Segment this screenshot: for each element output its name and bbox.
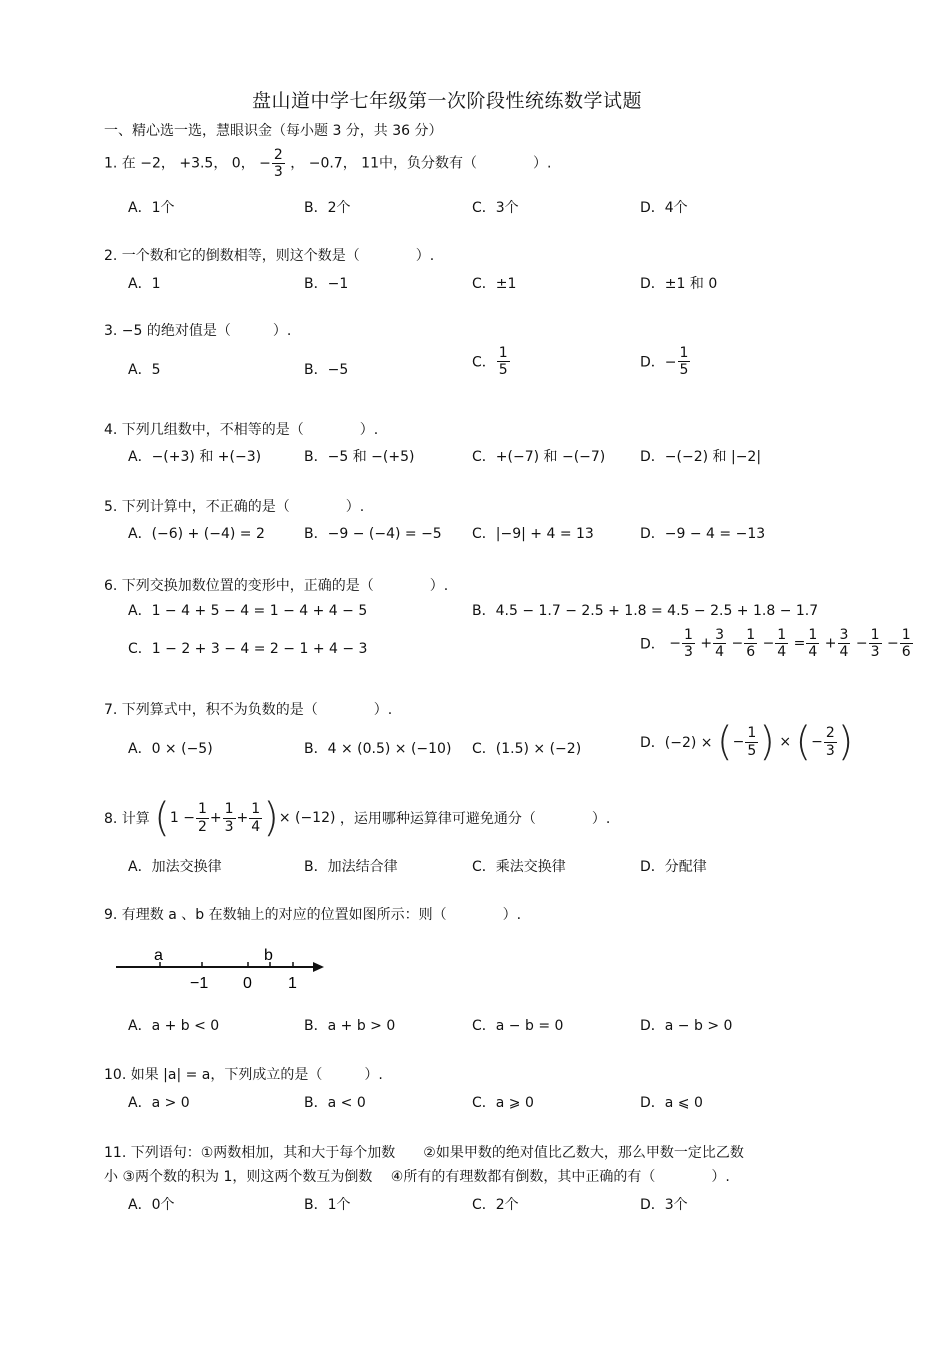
q9-option-b[interactable]: B．a + b > 0 [304, 1018, 396, 1034]
question-2: 2. 一个数和它的倒数相等，则这个数是（ ）. [104, 248, 435, 264]
q3-option-c[interactable]: C． $\frac{1}{5}$ [472, 345, 508, 379]
question-3: 3. −5 的绝对值是（ ）. [104, 323, 292, 339]
q9-option-d[interactable]: D．a − b > 0 [640, 1018, 733, 1034]
tick-label-minus-one: −1 [190, 975, 209, 992]
question-6: 6. 下列交换加数位置的变形中，正确的是（ ）. [104, 578, 449, 594]
q6-option-b[interactable]: B．4.5 − 1.7 − 2.5 + 1.8 = 4.5 − 2.5 + 1.8 − 1.7 [472, 603, 819, 619]
question-4: 4. 下列几组数中，不相等的是（ ）. [104, 422, 379, 438]
q11-option-c[interactable]: C．2个 [472, 1197, 519, 1213]
tick-label-one: 1 [288, 975, 297, 992]
q5-option-d[interactable]: D．−9 − 4 = −13 [640, 526, 766, 542]
q10-option-c[interactable]: C．a ⩾ 0 [472, 1095, 534, 1111]
q1-option-c[interactable]: C．3个 [472, 200, 519, 216]
q8-option-c[interactable]: C．乘法交换律 [472, 859, 566, 875]
q5-option-a[interactable]: A．(−6) + (−4) = 2 [128, 526, 265, 542]
q6-option-d[interactable]: D． − $\frac{1}{3}$ + $\frac{3}{4}$ − $\frac{1}{6}$ − $\frac{1}{4}$ = $\frac{1}{4}$ + $\frac{3}{4}$ − $\frac{1}{3}$ − $\frac{1}{6}$ [640, 627, 911, 661]
q2-option-d[interactable]: D．±1 和 0 [640, 276, 718, 292]
question-7: 7. 下列算式中，积不为负数的是（ ）. [104, 702, 393, 718]
question-1 [104, 147, 551, 180]
q4-option-c[interactable]: C．+(−7) 和 −(−7) [472, 449, 606, 465]
q1-option-a[interactable]: A．1个 [128, 200, 175, 216]
fraction-one-fifth: $\frac{1}{5}$ [679, 345, 689, 379]
fraction-two-thirds: $\frac{2}{3}$ [273, 147, 283, 181]
q10-option-b[interactable]: B．a < 0 [304, 1095, 366, 1111]
q7-option-b[interactable]: B．4 × (0.5) × (−10) [304, 741, 452, 757]
q8-option-d[interactable]: D．分配律 [640, 859, 707, 875]
question-11-line-2: 小 ③两个数的积为 1，则这两个数互为倒数 ④所有的有理数都有倒数，其中正确的有（ ）. [104, 1169, 730, 1185]
question-9: 9. 有理数 a 、b 在数轴上的对应的位置如图所示：则（ ）. [104, 907, 522, 923]
q3-option-a[interactable]: A．5 [128, 362, 161, 378]
question-1-stem-a: 1. 在 −2， +3.5， 0， [104, 155, 255, 172]
page-title: 盘山道中学七年级第一次阶段性统练数学试题 [252, 90, 643, 112]
q4-option-b[interactable]: B．−5 和 −(+5) [304, 449, 415, 465]
question-5: 5. 下列计算中，不正确的是（ ）. [104, 499, 365, 515]
tick-label-zero: 0 [243, 975, 252, 992]
arrow-icon [313, 962, 324, 972]
q2-option-a[interactable]: A．1 [128, 276, 161, 292]
q2-option-c[interactable]: C．±1 [472, 276, 517, 292]
q7-option-d[interactable]: D．(−2) × (− $\frac{1}{5}$ ) × (− $\frac{2}{3}$ ) [640, 719, 854, 765]
question-11-line-1: 11. 下列语句：①两数相加，其和大于每个加数 ②如果甲数的绝对值比乙数大，那么甲数一定比乙数 [104, 1145, 744, 1161]
number-line [110, 940, 340, 995]
label-b: b [264, 947, 273, 964]
question-10: 10. 如果 |a| = a，下列成立的是（ ）. [104, 1067, 383, 1083]
q11-option-b[interactable]: B．1个 [304, 1197, 351, 1213]
section-heading: 一、精心选一选，慧眼识金（每小题 3 分，共 36 分） [104, 123, 443, 139]
q1-option-b[interactable]: B．2个 [304, 200, 351, 216]
q10-option-d[interactable]: D．a ⩽ 0 [640, 1095, 703, 1111]
q4-option-a[interactable]: A．−(+3) 和 +(−3) [128, 449, 262, 465]
fraction-one-fifth: $\frac{1}{5}$ [498, 345, 508, 379]
q8-option-a[interactable]: A．加法交换律 [128, 859, 222, 875]
q1-option-d[interactable]: D．4个 [640, 200, 688, 216]
q5-option-b[interactable]: B．−9 − (−4) = −5 [304, 526, 442, 542]
q6-option-a[interactable]: A．1 − 4 + 5 − 4 = 1 − 4 + 4 − 5 [128, 603, 368, 619]
q3-option-d[interactable]: D．− $\frac{1}{5}$ [640, 345, 689, 379]
question-1-stem-b: ， −0.7， 11中，负分数有（ ）. [290, 155, 552, 172]
q7-option-a[interactable]: A．0 × (−5) [128, 741, 213, 757]
q9-option-c[interactable]: C．a − b = 0 [472, 1018, 564, 1034]
q11-option-a[interactable]: A．0个 [128, 1197, 175, 1213]
q11-option-d[interactable]: D．3个 [640, 1197, 688, 1213]
q10-option-a[interactable]: A．a > 0 [128, 1095, 190, 1111]
label-a: a [154, 947, 163, 964]
q2-option-b[interactable]: B．−1 [304, 276, 349, 292]
q6-option-c[interactable]: C．1 − 2 + 3 − 4 = 2 − 1 + 4 − 3 [128, 641, 368, 657]
question-8: 8. 计算 (1 − $\frac{1}{2}$ + $\frac{1}{3}$ + $\frac{1}{4}$ )× (−12) ，运用哪种运算律可避免通分（ ）. [104, 795, 611, 841]
q3-option-b[interactable]: B．−5 [304, 362, 349, 378]
q4-option-d[interactable]: D．−(−2) 和 |−2| [640, 449, 762, 465]
q9-option-a[interactable]: A．a + b < 0 [128, 1018, 220, 1034]
q8-option-b[interactable]: B．加法结合律 [304, 859, 398, 875]
q5-option-c[interactable]: C．|−9| + 4 = 13 [472, 526, 594, 542]
question-1-sign: − [259, 155, 271, 172]
q7-option-c[interactable]: C．(1.5) × (−2) [472, 741, 582, 757]
